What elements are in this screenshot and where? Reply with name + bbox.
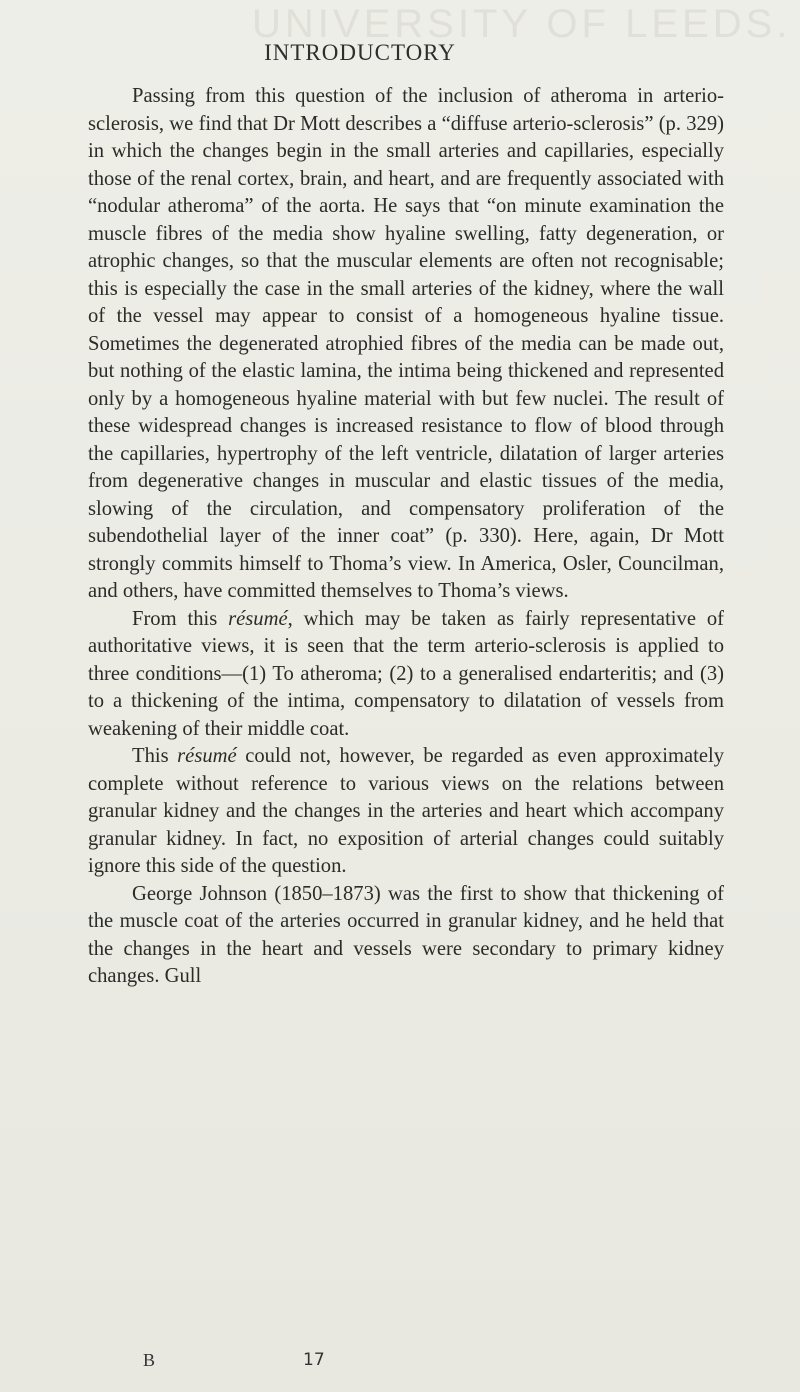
library-stamp-watermark: UNIVERSITY OF LEEDS. xyxy=(252,2,792,46)
page-number: 17 xyxy=(303,1350,325,1370)
text-run: This xyxy=(132,745,178,767)
paragraph xyxy=(88,606,724,744)
page-footer xyxy=(0,1350,800,1380)
italic-term: résumé xyxy=(177,745,237,767)
paragraph xyxy=(88,881,724,991)
text-run: Passing from this question of the inclusion of atheroma in arterio-sclerosis, we find that Dr Mott describes a “diffuse arterio-sclerosis” (p. 329) in which the changes begin in the small arteries and capillaries, especially those of the renal cortex, brain, and heart, and are frequently associated with “nodular atheroma” of the aorta. He says that “on minute examination the muscle fibres of the media show hyaline swelling, fatty degeneration, or atrophic changes, so that the muscular elements are often not recognisable; this is especially the case in the small arteries of the kidney, where the wall of the vessel may appear to consist of a homogeneous hyaline tissue. Sometimes the degenerated atrophied fibres of the media can be made out, but nothing of the elastic lamina, the intima being thickened and represented only by a homogeneous hyaline material with but few nuclei. The result of these widespread changes is increased resistance to flow of blood through the capillaries, hypertrophy of the left ventricle, dilatation of larger arteries from degenerative changes in muscular and elastic tissues of the media, slowing of the circulation, and compensatory proliferation of the subendothelial layer of the inner coat” (p. 330). Here, again, Dr Mott strongly commits himself to Thoma’s view. In America, Osler, Councilman, and others, have committed themselves to Thoma’s views. xyxy=(88,85,724,602)
text-run: , which may be taken as fairly representative of authoritative views, it is seen that the term arterio-sclerosis is applied to three conditions—(1) To atheroma; (2) to a generalised endarteritis; and (3) to a thickening of the intima, compensatory to dilatation of vessels from weakening of their middle coat. xyxy=(88,607,724,740)
body-text xyxy=(88,83,724,991)
italic-term: résumé xyxy=(228,607,288,630)
text-run: From this xyxy=(132,607,229,630)
running-header xyxy=(0,40,800,70)
signature-mark: B xyxy=(143,1350,156,1370)
running-title: INTRODUCTORY xyxy=(264,40,456,65)
paragraph xyxy=(88,743,724,881)
text-run: George Johnson (1850–1873) was the first to show that thickening of the muscle coat of the arteries occurred in granular kidney, and he held that the changes in the heart and vessels were secondary to primary kidney changes. Gull xyxy=(88,882,724,987)
paragraph xyxy=(88,83,724,606)
text-run: could not, however, be regarded as even approximately complete without reference to various views on the relations between granular kidney and the changes in the arteries and heart which accompany granular kidney. In fact, no exposition of arterial changes could suitably ignore this side of the question. xyxy=(88,745,724,877)
